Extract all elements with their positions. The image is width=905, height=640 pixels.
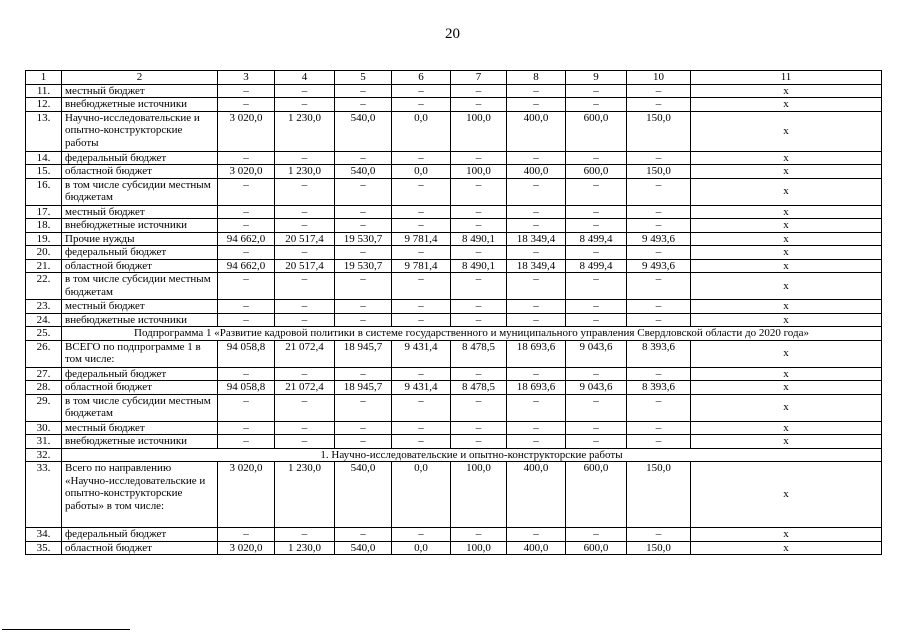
value-cell: – — [507, 98, 566, 112]
value-cell: 600,0 — [566, 165, 627, 179]
value-cell: – — [392, 421, 451, 435]
row-label: внебюджетные источники — [62, 98, 218, 112]
table-row — [26, 394, 882, 421]
value-cell: 150,0 — [627, 541, 691, 555]
value-cell: – — [275, 246, 335, 260]
value-cell: – — [507, 313, 566, 327]
value-cell: – — [392, 300, 451, 314]
value-cell: – — [392, 246, 451, 260]
value-cell: 9 431,4 — [392, 381, 451, 395]
row-label: федеральный бюджет — [62, 246, 218, 260]
value-cell: 1 230,0 — [275, 165, 335, 179]
note-cell: х — [691, 232, 882, 246]
row-number: 18. — [26, 219, 62, 233]
value-cell: 8 478,5 — [451, 340, 507, 367]
value-cell: 21 072,4 — [275, 340, 335, 367]
value-cell: – — [627, 219, 691, 233]
row-number: 13. — [26, 111, 62, 151]
row-number: 21. — [26, 259, 62, 273]
value-cell: 8 393,6 — [627, 381, 691, 395]
value-cell: – — [218, 84, 275, 98]
row-label: ВСЕГО по подпрограмме 1 в том числе: — [62, 340, 218, 367]
value-cell: 8 499,4 — [566, 259, 627, 273]
value-cell: – — [335, 246, 392, 260]
note-cell: х — [691, 367, 882, 381]
row-label: областной бюджет — [62, 259, 218, 273]
value-cell: 18 945,7 — [335, 381, 392, 395]
row-number: 33. — [26, 462, 62, 528]
value-cell: – — [566, 394, 627, 421]
value-cell: – — [566, 313, 627, 327]
value-cell: 18 349,4 — [507, 232, 566, 246]
value-cell: 150,0 — [627, 111, 691, 151]
value-cell: – — [275, 300, 335, 314]
value-cell: – — [627, 178, 691, 205]
value-cell: 8 490,1 — [451, 259, 507, 273]
row-label: в том числе субсидии местным бюджетам — [62, 394, 218, 421]
note-cell: х — [691, 151, 882, 165]
value-cell: – — [451, 367, 507, 381]
header-cell: 1 — [26, 71, 62, 85]
row-number: 17. — [26, 205, 62, 219]
table-row — [26, 205, 882, 219]
value-cell: 18 349,4 — [507, 259, 566, 273]
value-cell: 100,0 — [451, 541, 507, 555]
note-cell: х — [691, 313, 882, 327]
row-number: 19. — [26, 232, 62, 246]
value-cell: 18 945,7 — [335, 340, 392, 367]
value-cell: 400,0 — [507, 165, 566, 179]
table-row — [26, 165, 882, 179]
value-cell: – — [218, 98, 275, 112]
header-cell: 9 — [566, 71, 627, 85]
value-cell: – — [566, 528, 627, 542]
header-cell: 6 — [392, 71, 451, 85]
value-cell: – — [566, 98, 627, 112]
row-number: 28. — [26, 381, 62, 395]
row-label: внебюджетные источники — [62, 435, 218, 449]
row-label: федеральный бюджет — [62, 528, 218, 542]
table-row — [26, 528, 882, 542]
value-cell: – — [275, 367, 335, 381]
row-label: местный бюджет — [62, 84, 218, 98]
value-cell: 19 530,7 — [335, 232, 392, 246]
value-cell: 94 662,0 — [218, 259, 275, 273]
value-cell: – — [566, 84, 627, 98]
value-cell: – — [507, 528, 566, 542]
value-cell: 540,0 — [335, 541, 392, 555]
section-title: 1. Научно-исследовательские и опытно-конструкторские работы — [62, 448, 882, 462]
value-cell: – — [566, 421, 627, 435]
value-cell: – — [218, 246, 275, 260]
header-cell: 3 — [218, 71, 275, 85]
row-label: федеральный бюджет — [62, 151, 218, 165]
value-cell: – — [392, 219, 451, 233]
value-cell: 540,0 — [335, 165, 392, 179]
note-cell: х — [691, 205, 882, 219]
row-label: в том числе субсидии местным бюджетам — [62, 273, 218, 300]
note-cell: х — [691, 246, 882, 260]
value-cell: – — [335, 273, 392, 300]
value-cell: – — [218, 178, 275, 205]
value-cell: – — [566, 178, 627, 205]
value-cell: – — [335, 98, 392, 112]
row-number: 27. — [26, 367, 62, 381]
value-cell: 150,0 — [627, 462, 691, 528]
row-number: 15. — [26, 165, 62, 179]
value-cell: – — [627, 98, 691, 112]
value-cell: – — [275, 273, 335, 300]
value-cell: – — [627, 394, 691, 421]
row-number: 20. — [26, 246, 62, 260]
value-cell: – — [392, 273, 451, 300]
value-cell: – — [451, 98, 507, 112]
value-cell: – — [566, 300, 627, 314]
table-row — [26, 541, 882, 555]
value-cell: – — [566, 151, 627, 165]
value-cell: 100,0 — [451, 111, 507, 151]
table-row — [26, 381, 882, 395]
value-cell: 19 530,7 — [335, 259, 392, 273]
value-cell: 20 517,4 — [275, 232, 335, 246]
value-cell: – — [566, 273, 627, 300]
row-label: Всего по направлению «Научно-исследовательские и опытно-конструкторские работы» в том числе: — [62, 462, 218, 528]
note-cell: х — [691, 340, 882, 367]
table-row — [26, 98, 882, 112]
row-label: внебюджетные источники — [62, 219, 218, 233]
note-cell: х — [691, 528, 882, 542]
value-cell: – — [507, 151, 566, 165]
note-cell: х — [691, 273, 882, 300]
value-cell: – — [627, 246, 691, 260]
value-cell: 400,0 — [507, 111, 566, 151]
value-cell: – — [335, 151, 392, 165]
value-cell: – — [275, 98, 335, 112]
row-label: местный бюджет — [62, 421, 218, 435]
row-number: 14. — [26, 151, 62, 165]
section-row — [26, 448, 882, 462]
value-cell: – — [392, 98, 451, 112]
row-label: Научно-исследовательские и опытно-конструкторские работы — [62, 111, 218, 151]
value-cell: – — [392, 528, 451, 542]
value-cell: – — [392, 178, 451, 205]
table-row — [26, 367, 882, 381]
table-row — [26, 259, 882, 273]
note-cell: х — [691, 462, 882, 528]
value-cell: – — [627, 435, 691, 449]
value-cell: – — [392, 151, 451, 165]
value-cell: – — [507, 421, 566, 435]
row-number: 12. — [26, 98, 62, 112]
value-cell: 3 020,0 — [218, 462, 275, 528]
header-cell: 4 — [275, 71, 335, 85]
value-cell: – — [627, 528, 691, 542]
value-cell: – — [507, 246, 566, 260]
header-cell: 5 — [335, 71, 392, 85]
value-cell: 540,0 — [335, 462, 392, 528]
value-cell: – — [275, 313, 335, 327]
table-row — [26, 300, 882, 314]
value-cell: – — [218, 313, 275, 327]
row-number: 22. — [26, 273, 62, 300]
row-number: 23. — [26, 300, 62, 314]
value-cell: – — [275, 151, 335, 165]
row-label: федеральный бюджет — [62, 367, 218, 381]
row-number: 11. — [26, 84, 62, 98]
note-cell: х — [691, 300, 882, 314]
value-cell: 8 499,4 — [566, 232, 627, 246]
value-cell: – — [275, 84, 335, 98]
value-cell: 100,0 — [451, 462, 507, 528]
value-cell: – — [392, 313, 451, 327]
row-label: областной бюджет — [62, 165, 218, 179]
value-cell: 0,0 — [392, 462, 451, 528]
value-cell: – — [566, 219, 627, 233]
value-cell: 8 393,6 — [627, 340, 691, 367]
row-label: местный бюджет — [62, 205, 218, 219]
value-cell: – — [451, 528, 507, 542]
value-cell: – — [507, 435, 566, 449]
value-cell: 600,0 — [566, 541, 627, 555]
value-cell: – — [392, 84, 451, 98]
row-label: внебюджетные источники — [62, 313, 218, 327]
table-row — [26, 178, 882, 205]
value-cell: – — [335, 528, 392, 542]
value-cell: – — [218, 273, 275, 300]
note-cell: х — [691, 98, 882, 112]
note-cell: х — [691, 259, 882, 273]
value-cell: 9 431,4 — [392, 340, 451, 367]
note-cell: х — [691, 394, 882, 421]
row-label: областной бюджет — [62, 541, 218, 555]
row-label: Прочие нужды — [62, 232, 218, 246]
value-cell: 20 517,4 — [275, 259, 335, 273]
value-cell: – — [218, 151, 275, 165]
value-cell: 94 058,8 — [218, 340, 275, 367]
value-cell: 0,0 — [392, 165, 451, 179]
value-cell: – — [392, 394, 451, 421]
value-cell: – — [335, 367, 392, 381]
page-number: 20 — [445, 26, 460, 42]
value-cell: – — [275, 219, 335, 233]
value-cell: 600,0 — [566, 111, 627, 151]
header-cell: 2 — [62, 71, 218, 85]
value-cell: – — [451, 205, 507, 219]
row-label: местный бюджет — [62, 300, 218, 314]
value-cell: 1 230,0 — [275, 541, 335, 555]
value-cell: – — [335, 435, 392, 449]
value-cell: – — [627, 313, 691, 327]
table-row — [26, 313, 882, 327]
footnote-divider — [2, 629, 130, 630]
row-number: 26. — [26, 340, 62, 367]
row-label: областной бюджет — [62, 381, 218, 395]
value-cell: – — [275, 178, 335, 205]
value-cell: 1 230,0 — [275, 462, 335, 528]
value-cell: – — [507, 367, 566, 381]
value-cell: – — [451, 151, 507, 165]
value-cell: – — [275, 435, 335, 449]
value-cell: – — [392, 435, 451, 449]
value-cell: – — [507, 300, 566, 314]
value-cell: – — [335, 394, 392, 421]
header-row — [26, 71, 882, 85]
value-cell: 150,0 — [627, 165, 691, 179]
header-cell: 8 — [507, 71, 566, 85]
value-cell: 9 493,6 — [627, 232, 691, 246]
value-cell: 21 072,4 — [275, 381, 335, 395]
value-cell: – — [218, 435, 275, 449]
value-cell: – — [451, 435, 507, 449]
value-cell: – — [335, 219, 392, 233]
value-cell: – — [627, 84, 691, 98]
value-cell: – — [218, 205, 275, 219]
value-cell: – — [507, 84, 566, 98]
table-row — [26, 340, 882, 367]
header-cell: 11 — [691, 71, 882, 85]
note-cell: х — [691, 435, 882, 449]
value-cell: – — [627, 205, 691, 219]
row-number: 24. — [26, 313, 62, 327]
row-number: 32. — [26, 448, 62, 462]
value-cell: – — [451, 421, 507, 435]
value-cell: – — [507, 273, 566, 300]
value-cell: – — [627, 273, 691, 300]
value-cell: 9 043,6 — [566, 340, 627, 367]
table-body — [26, 84, 882, 555]
header-cell: 7 — [451, 71, 507, 85]
value-cell: 3 020,0 — [218, 165, 275, 179]
value-cell: – — [451, 178, 507, 205]
value-cell: 9 043,6 — [566, 381, 627, 395]
table-row — [26, 151, 882, 165]
value-cell: 400,0 — [507, 462, 566, 528]
value-cell: 18 693,6 — [507, 340, 566, 367]
value-cell: – — [566, 435, 627, 449]
value-cell: – — [218, 367, 275, 381]
value-cell: – — [451, 246, 507, 260]
value-cell: 600,0 — [566, 462, 627, 528]
note-cell: х — [691, 178, 882, 205]
value-cell: – — [335, 421, 392, 435]
table-row — [26, 435, 882, 449]
value-cell: – — [392, 205, 451, 219]
value-cell: – — [335, 300, 392, 314]
value-cell: – — [451, 219, 507, 233]
value-cell: 100,0 — [451, 165, 507, 179]
value-cell: – — [451, 394, 507, 421]
table-row — [26, 232, 882, 246]
value-cell: – — [275, 528, 335, 542]
value-cell: 3 020,0 — [218, 541, 275, 555]
note-cell: х — [691, 421, 882, 435]
section-row — [26, 327, 882, 341]
value-cell: – — [275, 205, 335, 219]
note-cell: х — [691, 111, 882, 151]
row-number: 25. — [26, 327, 62, 341]
budget-table — [25, 70, 882, 555]
value-cell: 8 478,5 — [451, 381, 507, 395]
value-cell: – — [218, 528, 275, 542]
value-cell: 94 662,0 — [218, 232, 275, 246]
row-number: 29. — [26, 394, 62, 421]
value-cell: – — [451, 313, 507, 327]
table-row — [26, 111, 882, 151]
table-row — [26, 219, 882, 233]
table-row — [26, 273, 882, 300]
value-cell: 0,0 — [392, 111, 451, 151]
value-cell: – — [335, 178, 392, 205]
value-cell: – — [627, 421, 691, 435]
table-row — [26, 246, 882, 260]
value-cell: – — [218, 219, 275, 233]
value-cell: 9 493,6 — [627, 259, 691, 273]
value-cell: – — [275, 421, 335, 435]
value-cell: – — [627, 367, 691, 381]
value-cell: 94 058,8 — [218, 381, 275, 395]
note-cell: х — [691, 219, 882, 233]
value-cell: – — [335, 205, 392, 219]
row-number: 16. — [26, 178, 62, 205]
note-cell: х — [691, 381, 882, 395]
value-cell: 0,0 — [392, 541, 451, 555]
note-cell: х — [691, 165, 882, 179]
row-number: 35. — [26, 541, 62, 555]
value-cell: – — [507, 219, 566, 233]
value-cell: – — [218, 421, 275, 435]
value-cell: – — [566, 367, 627, 381]
table-row — [26, 84, 882, 98]
value-cell: – — [566, 246, 627, 260]
value-cell: – — [451, 84, 507, 98]
value-cell: – — [507, 394, 566, 421]
value-cell: – — [507, 178, 566, 205]
note-cell: х — [691, 84, 882, 98]
value-cell: 9 781,4 — [392, 259, 451, 273]
section-title: Подпрограмма 1 «Развитие кадровой политики в системе государственного и муниципального управления Свердловской области до 2020 года» — [62, 327, 882, 341]
value-cell: – — [335, 313, 392, 327]
value-cell: 540,0 — [335, 111, 392, 151]
value-cell: – — [218, 300, 275, 314]
row-number: 30. — [26, 421, 62, 435]
value-cell: 1 230,0 — [275, 111, 335, 151]
value-cell: 3 020,0 — [218, 111, 275, 151]
value-cell: 18 693,6 — [507, 381, 566, 395]
value-cell: – — [627, 300, 691, 314]
value-cell: 9 781,4 — [392, 232, 451, 246]
table-header — [26, 71, 882, 85]
value-cell: – — [451, 300, 507, 314]
value-cell: 8 490,1 — [451, 232, 507, 246]
header-cell: 10 — [627, 71, 691, 85]
row-number: 31. — [26, 435, 62, 449]
note-cell: х — [691, 541, 882, 555]
value-cell: 400,0 — [507, 541, 566, 555]
row-label: в том числе субсидии местным бюджетам — [62, 178, 218, 205]
table-row — [26, 421, 882, 435]
value-cell: – — [627, 151, 691, 165]
value-cell: – — [275, 394, 335, 421]
value-cell: – — [566, 205, 627, 219]
value-cell: – — [335, 84, 392, 98]
table-row — [26, 462, 882, 528]
value-cell: – — [451, 273, 507, 300]
row-number: 34. — [26, 528, 62, 542]
value-cell: – — [218, 394, 275, 421]
value-cell: – — [392, 367, 451, 381]
value-cell: – — [507, 205, 566, 219]
